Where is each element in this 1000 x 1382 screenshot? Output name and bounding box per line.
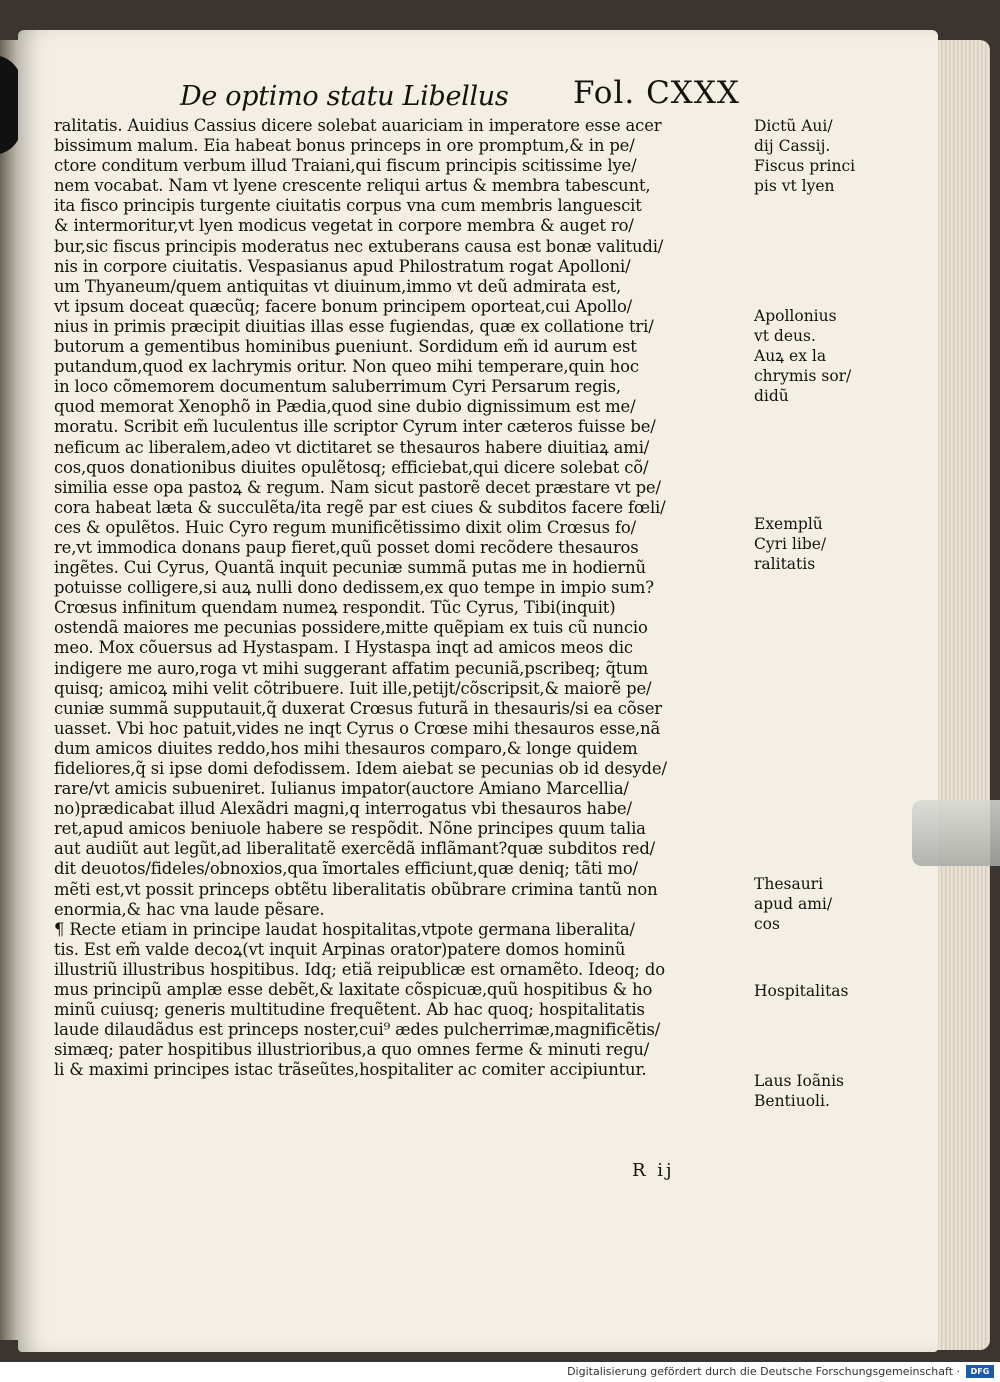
text-line: ctore conditum verbum illud Traiani,qui fiscum principis scitissime lye/ — [54, 156, 637, 176]
text-line: cora habeat læta & succulẽta/ita regẽ par est ciues & subditos facere fœli/ — [54, 497, 666, 517]
marginal-note-line: didũ — [754, 387, 789, 405]
text-line: um Thyaneum/quem antiquitas vt diuinum,immo vt deũ admirata est, — [54, 276, 622, 296]
text-line: no)prædicabat illud Alexãdri magni,q interrogatus vbi thesauros habe/ — [54, 799, 632, 819]
text-line: dum amicos diuites reddo,hos mihi thesauros comparo,& longe quidem — [54, 738, 638, 758]
running-head: De optimo statu Libellus — [180, 81, 509, 112]
text-line: dit deuotos/fideles/obnoxios,qua ĩmortales efficiunt,quæ deniq; tãti mo/ — [54, 859, 638, 879]
text-line: neficum ac liberalem,adeo vt dictitaret se thesauros habere diuitiaꝝ ami/ — [54, 437, 650, 457]
text-line: nius in primis præcipit diuitias illas esse fugiendas, quæ ex collatione tri/ — [54, 316, 654, 336]
marginal-note — [754, 306, 884, 406]
text-line: potuisse colligere,si auꝝ nulli dono dedissem,ex quo tempe in impio sum? — [54, 578, 654, 598]
marginal-note-line: Bentiuoli. — [754, 1092, 830, 1110]
text-line: uasset. Vbi hoc patuit,vides ne inqt Cyrus o Crœse mihi thesauros esse,nã — [54, 718, 661, 738]
marginal-note — [754, 514, 884, 574]
text-line: bissimum malum. Eia habeat bonus princeps in ore promptum,& in pe/ — [54, 136, 635, 156]
text-line: & intermoritur,vt lyen modicus vegetat in corpore membra & auget ro/ — [54, 216, 634, 236]
text-line: li & maximi principes istac trãseũtes,hospitaliter ac comiter accipiuntur. — [54, 1060, 647, 1080]
marginal-note-line: apud ami/ — [754, 895, 833, 913]
marginal-note — [754, 874, 884, 934]
text-line: illustriũ illustribus hospitibus. Idq; etiã reipublicæ est ornamẽto. Ideoq; do — [54, 959, 665, 979]
text-line: meo. Mox cõuersus ad Hystaspam. I Hystaspa inqt ad amicos meos dic — [54, 638, 633, 658]
text-line: in loco cõmemorem documentum saluberrimum Cyri Persarum regis, — [54, 377, 621, 397]
marginal-note-line: cos — [754, 915, 780, 933]
text-line: bur,sic fiscus principis moderatus nec extuberans causa est bonæ valitudi/ — [54, 236, 664, 256]
page-stack-edge — [930, 40, 990, 1350]
marginal-note-line: Laus Ioãnis — [754, 1072, 844, 1090]
text-line: similia esse opa pastoꝝ & regum. Nam sicut pastorẽ decet præstare vt pe/ — [54, 477, 661, 497]
text-line: tis. Est em̃ valde decoꝝ(vt inquit Arpinas orator)patere domos hominũ — [54, 939, 626, 959]
text-line: rare/vt amicis subueniret. Iulianus impator(auctore Amiano Marcellia/ — [54, 779, 629, 799]
text-line: mus principũ amplæ esse debẽt,& laxitate cõspicuæ,quũ hospitibus & ho — [54, 980, 653, 1000]
folio-number: Fol. CXXX — [572, 75, 740, 111]
text-line: nem vocabat. Nam vt lyene crescente reliqui artus & membra tabescunt, — [54, 176, 651, 196]
marginal-note-line: Fiscus princi — [754, 157, 856, 175]
text-line: re,vt immodica donans paup fieret,quũ posset domi recõdere thesauros — [54, 537, 639, 557]
text-line: cuniæ summã supputauit,q̃ duxerat Crœsus futurã in thesauris/si ea cõser — [54, 698, 662, 718]
text-line: ostendã maiores me pecunias possidere,mitte quẽpiam ex tuis cũ nuncio — [54, 618, 648, 638]
marginal-note-line: Dictũ Aui/ — [754, 117, 833, 135]
marginal-note-line: Exemplũ — [754, 515, 823, 533]
book-tab-marker — [912, 800, 1000, 866]
marginal-note-line: Hospitalitas — [754, 982, 849, 1000]
text-line: laude dilaudãdus est princeps noster,cui⁹ ædes pulcherrimæ,magnificẽtis/ — [54, 1020, 661, 1040]
text-line: enormia,& hac vna laude pẽsare. — [54, 899, 325, 919]
signature-mark: R ij — [632, 1160, 675, 1181]
main-text-block — [54, 116, 754, 1081]
text-line: putandum,quod ex lachrymis oritur. Non queo mihi temperare,quin hoc — [54, 357, 639, 377]
marginal-note-line: Auꝝ ex la — [754, 347, 827, 365]
text-line: ret,apud amicos beniuole habere se respõdit. Nõne principes quum talia — [54, 819, 646, 839]
text-line: moratu. Scribit em̃ luculentus ille scriptor Cyrum inter cæteros fuisse be/ — [54, 417, 656, 437]
text-line: ita fisco principis turgente ciuitatis corpus vna cum membris languescit — [54, 196, 642, 216]
text-line: ralitatis. Auidius Cassius dicere solebat auariciam in imperatore esse acer — [54, 116, 662, 135]
text-line: indigere me auro,roga vt mihi suggerant affatim pecuniã,pscribeq; q̃tum — [54, 658, 649, 678]
text-line: ces & opulẽtos. Huic Cyro regum munificẽtissimo dixit olim Crœsus fo/ — [54, 517, 636, 537]
text-line: simæq; pater hospitibus illustrioribus,a quo omnes ferme & minuti regu/ — [54, 1040, 650, 1060]
text-line: ¶ Recte etiam in principe laudat hospitalitas,vtpote germana liberalita/ — [54, 919, 635, 939]
footer-bar — [0, 1362, 1000, 1382]
text-line: ingẽtes. Cui Cyrus, Quantã inquit pecuniæ summã putas me in hodiernũ — [54, 558, 646, 578]
marginal-note-line: pis vt lyen — [754, 177, 835, 195]
marginal-note-line: vt deus. — [754, 327, 816, 345]
marginal-note — [754, 1071, 884, 1111]
text-line: butorum a gementibus hominibus ꝑueniunt. Sordidum em̃ id aurum est — [54, 337, 637, 357]
text-line: quod memorat Xenophõ in Pædia,quod sine dubio dignissimum est me/ — [54, 397, 636, 417]
text-line: cos,quos donationibus diuites opulẽtosq; efficiebat,qui dicere solebat cõ/ — [54, 457, 649, 477]
marginal-note-line: chrymis sor/ — [754, 367, 852, 385]
marginal-note-line: Apollonius — [754, 307, 837, 325]
text-line: aut audiũt aut legũt,ad liberalitatẽ exercẽdã inflãmant?quæ subditos red/ — [54, 839, 656, 859]
marginal-note-line: dij Cassij. — [754, 137, 831, 155]
marginal-note — [754, 981, 884, 1001]
marginal-note-line: Thesauri — [754, 875, 824, 893]
marginal-note — [754, 116, 884, 196]
text-line: Crœsus infinitum quendam numeꝝ respondit. Tũc Cyrus, Tibi(inquit) — [54, 598, 616, 618]
dfg-logo-icon: DFG — [966, 1365, 994, 1378]
footer-credit: Digitalisierung gefördert durch die Deutsche Forschungsgemeinschaft · — [567, 1365, 960, 1378]
text-line: nis in corpore ciuitatis. Vespasianus apud Philostratum rogat Apolloni/ — [54, 256, 631, 276]
text-line: quisq; amicoꝝ mihi velit cõtribuere. Iuit ille,petijt/cõscripsit,& maiorẽ pe/ — [54, 678, 652, 698]
text-line: mẽti est,vt possit princeps obtẽtu liberalitatis obũbrare crimina tantũ non — [54, 879, 658, 899]
text-line: fideliores,q̃ si ipse domi defodissem. Idem aiebat se pecunias ob id desyde/ — [54, 759, 667, 778]
text-line: minũ cuiusq; generis multitudine frequẽtent. Ab hac quoq; hospitalitatis — [54, 1000, 645, 1020]
text-line: vt ipsum doceat quæcũq; facere bonum principem oporteat,cui Apollo/ — [54, 296, 633, 316]
marginal-note-line: ralitatis — [754, 555, 816, 573]
marginal-note-line: Cyri libe/ — [754, 535, 827, 553]
